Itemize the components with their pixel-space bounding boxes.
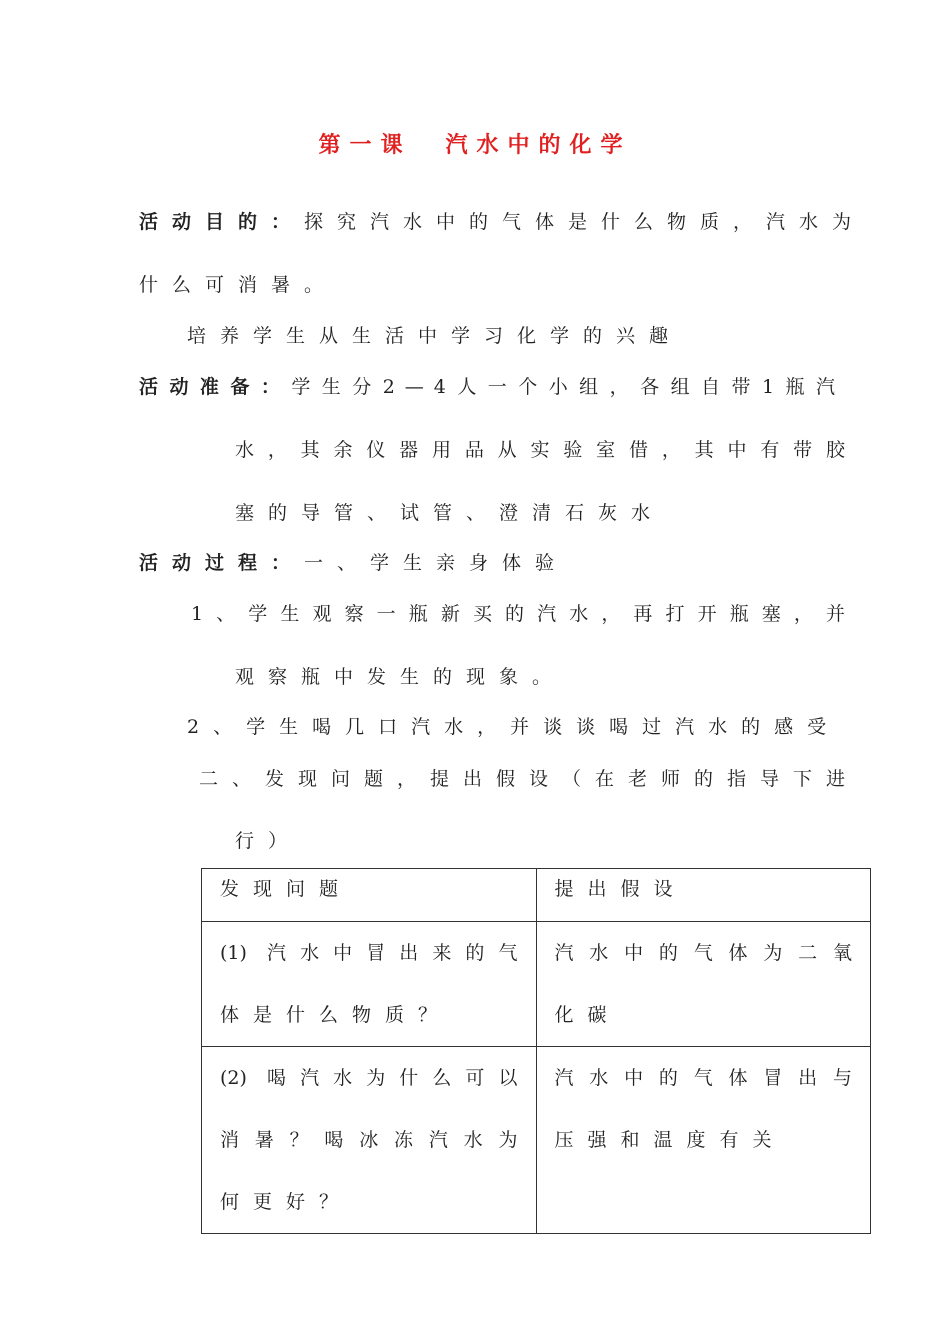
- process-line-1: [139, 548, 568, 575]
- step2-line: 2、学生喝几口汽水，并谈谈喝过汽水的感受: [187, 716, 841, 738]
- prep-line-1: [139, 372, 845, 399]
- table-row: [202, 1047, 871, 1234]
- table-header-question: [202, 869, 537, 922]
- row2-question-cell: [202, 1047, 537, 1234]
- row1-question-line-2: 体是什么物质？: [220, 1004, 452, 1026]
- purpose-line-3: 培养学生从生活中学习化学的兴趣: [187, 325, 683, 347]
- prep-label: 活动准备：: [139, 376, 292, 398]
- header-question-label: 发现问题: [220, 878, 353, 900]
- step1-line-2: 观察瓶中发生的现象。: [235, 666, 566, 688]
- heading2-line-1: [199, 764, 845, 791]
- row1-hypothesis-cell: [536, 922, 871, 1047]
- row2-question-line-1: (2) 喝汽水为什么可以: [220, 1067, 518, 1089]
- heading2-line-2: 行）: [235, 830, 302, 852]
- prep-line-2: [235, 435, 845, 462]
- prep-text-1: 学生分2—4人一个小组，各组自带1瓶汽: [291, 376, 845, 398]
- purpose-line-1: [139, 207, 866, 234]
- table-row: [202, 922, 871, 1047]
- prep-text-2: 水，其余仪器用品从实验室借，其中有带胶: [235, 439, 845, 461]
- step1-text-1: 1、学生观察一瓶新买的汽水，再打开瓶塞，并: [191, 603, 845, 625]
- row2-question-line-2: 消暑？喝冰冻汽水为: [220, 1129, 518, 1151]
- purpose-text-1: 探究汽水中的气体是什么物质，汽水为: [304, 211, 866, 233]
- purpose-line-2: 什么可消暑。: [139, 274, 338, 296]
- row2-question-line-3: 何更好？: [220, 1191, 353, 1213]
- row1-hypothesis-line-1: 汽水中的气体为二氧: [554, 942, 852, 964]
- table-header-hypothesis: [536, 869, 871, 922]
- title-lesson: 第一课: [318, 132, 412, 158]
- row1-question-line-1: (1) 汽水中冒出来的气: [220, 942, 518, 964]
- page-title: [0, 128, 950, 159]
- row2-hypothesis-cell: [536, 1047, 871, 1234]
- hypothesis-table: [201, 868, 871, 1234]
- prep-line-3: 塞的导管、试管、澄清石灰水: [235, 502, 665, 524]
- title-topic: 汽水中的化学: [445, 132, 632, 158]
- row1-hypothesis-line-2: 化碳: [554, 1004, 621, 1026]
- step1-line-1: [191, 599, 845, 626]
- purpose-label: 活动目的：: [139, 211, 305, 233]
- table-header-row: [202, 869, 871, 922]
- heading2-text-1: 二、发现问题，提出假设（在老师的指导下进: [199, 768, 845, 790]
- header-hypothesis-label: 提出假设: [554, 878, 687, 900]
- process-heading-1: 一、学生亲身体验: [304, 552, 569, 574]
- row2-hypothesis-line-1: 汽水中的气体冒出与: [554, 1067, 852, 1089]
- process-label: 活动过程：: [139, 552, 305, 574]
- row1-question-cell: [202, 922, 537, 1047]
- row2-hypothesis-line-2: 压强和温度有关: [554, 1129, 786, 1151]
